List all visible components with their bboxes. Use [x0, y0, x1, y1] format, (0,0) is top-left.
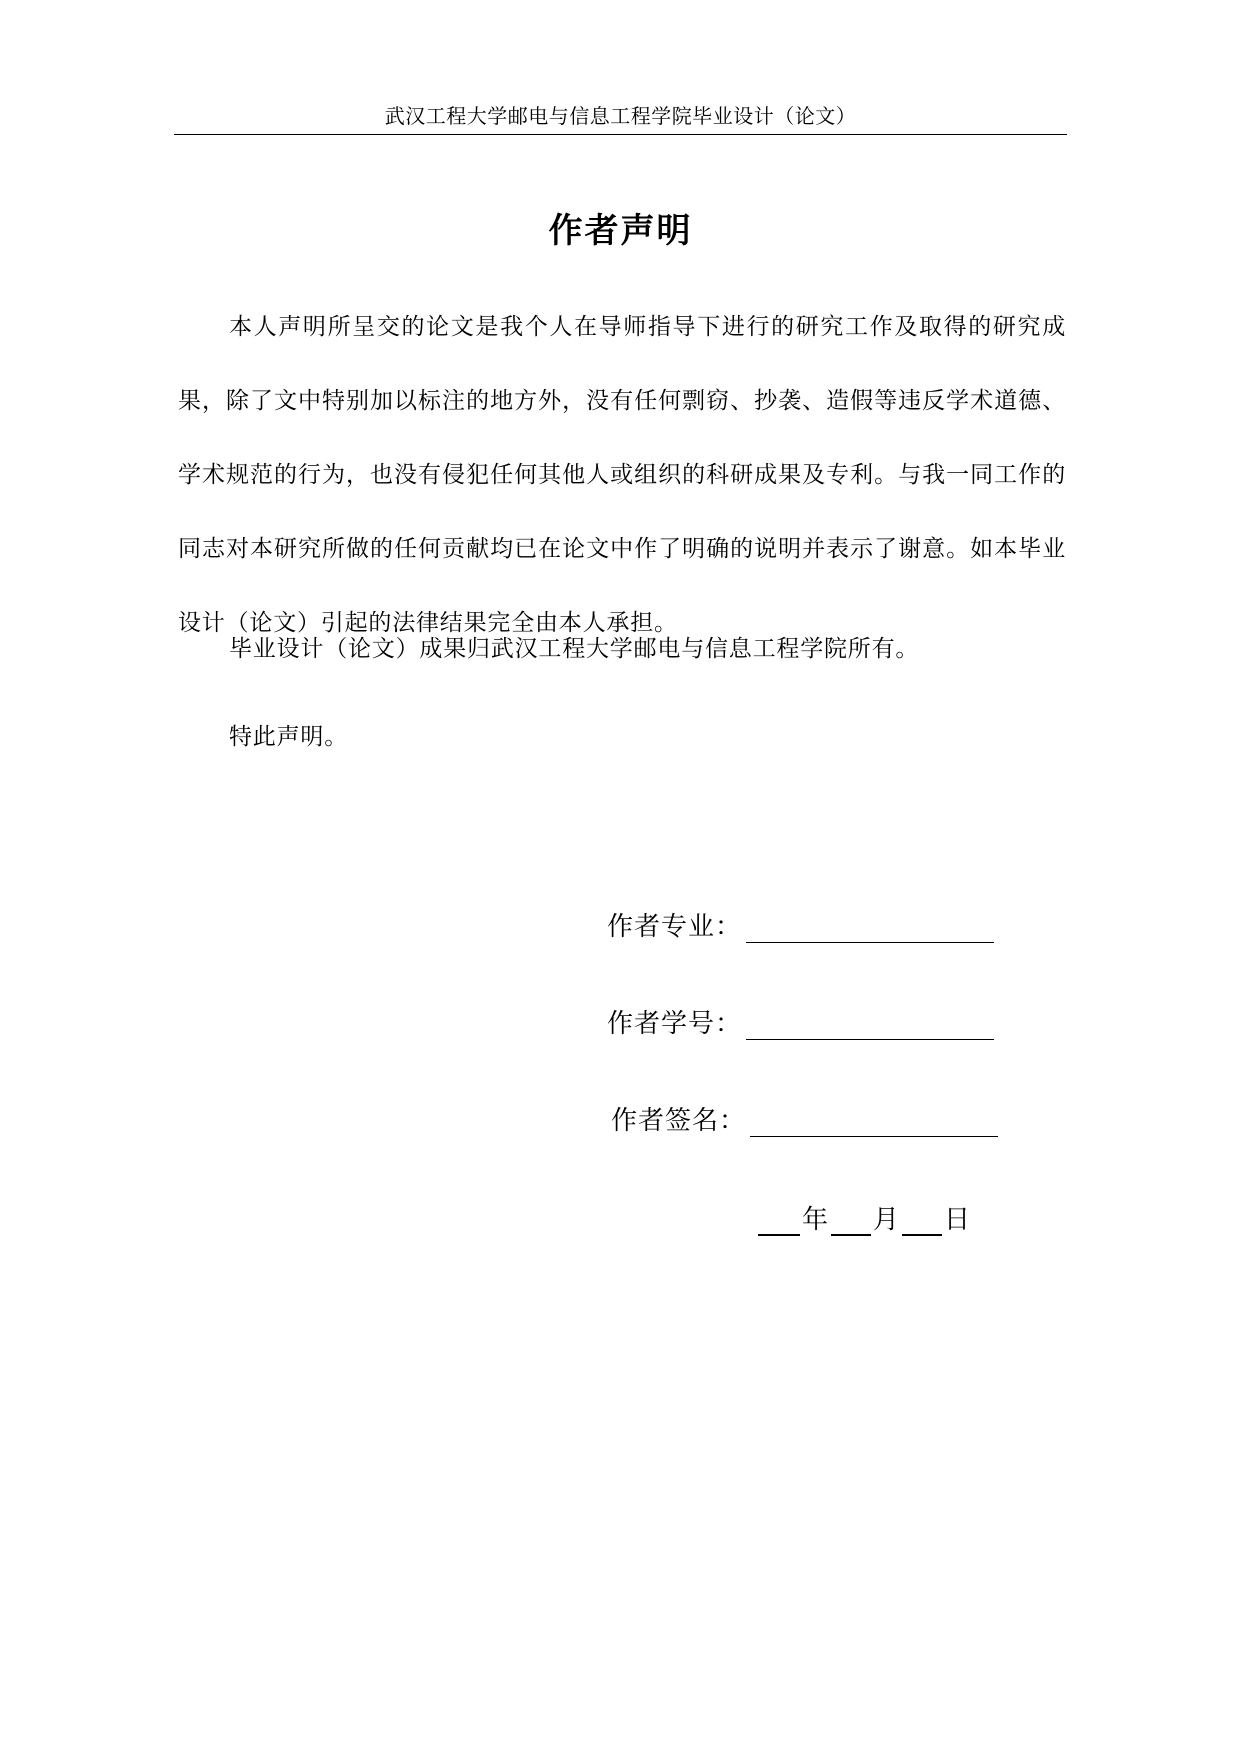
declaration-paragraph-3: 特此声明。 — [229, 724, 348, 750]
year-label: 年 — [802, 1205, 830, 1235]
signature-field[interactable] — [750, 1106, 998, 1137]
declaration-paragraph-1: 本人声明所呈交的论文是我个人在导师指导下进行的研究工作及取得的研究成果，除了文中特别加以标注的地方外，没有任何剽窃、抄袭、造假等违反学术道德、学术规范的行为，也没有侵犯任何其他人或组织的科研成果及专利。与我一同工作的同志对本研究所做的任何贡献均已在论文中作了明确的说明并表示了谢意。如本毕业设计（论文）引起的法律结果完全由本人承担。 — [178, 314, 1066, 636]
major-row — [607, 906, 994, 943]
student-id-row — [607, 1003, 994, 1040]
month-field[interactable] — [831, 1204, 871, 1236]
student-id-label: 作者学号： — [607, 1009, 743, 1039]
year-field[interactable] — [758, 1204, 800, 1236]
month-label: 月 — [873, 1205, 901, 1235]
signature-row — [611, 1100, 998, 1137]
major-label: 作者专业： — [607, 912, 743, 942]
day-field[interactable] — [902, 1204, 942, 1236]
major-field[interactable] — [746, 912, 994, 943]
header-rule — [174, 134, 1067, 135]
student-id-field[interactable] — [746, 1009, 994, 1040]
page-title: 作者声明 — [548, 211, 693, 251]
page-header: 武汉工程大学邮电与信息工程学院毕业设计（论文） — [384, 104, 857, 128]
declaration-paragraph-2: 毕业设计（论文）成果归武汉工程大学邮电与信息工程学院所有。 — [229, 636, 920, 662]
date-row — [758, 1199, 971, 1236]
signature-label: 作者签名： — [611, 1106, 747, 1136]
day-label: 日 — [944, 1205, 972, 1235]
